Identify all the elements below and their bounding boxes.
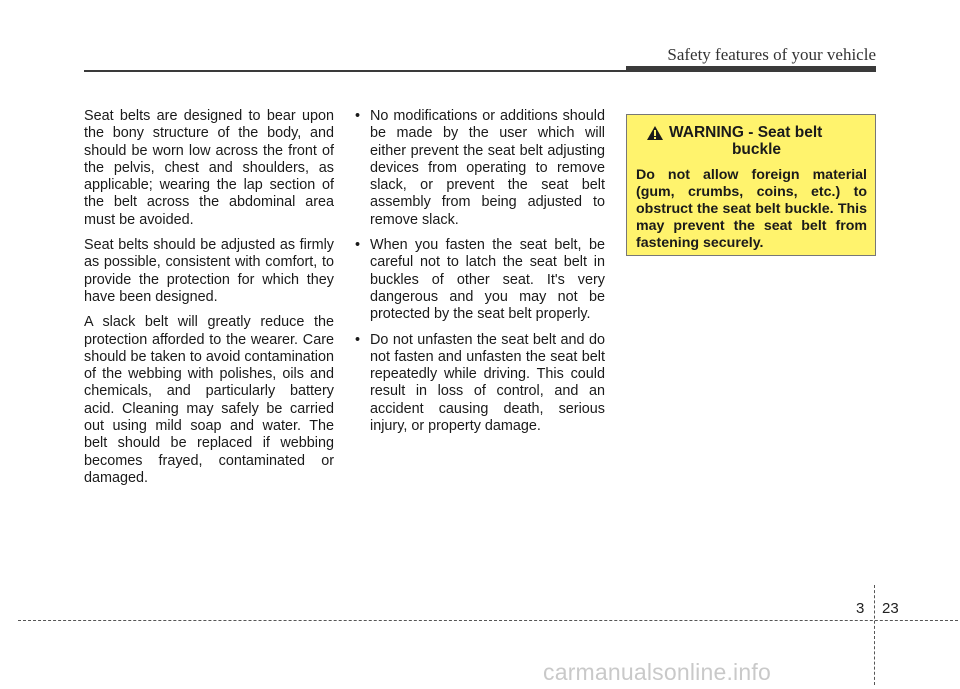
middle-column <box>355 108 605 443</box>
list-item <box>355 237 605 323</box>
list-item-text: When you fasten the seat belt, be careful not to latch the seat belt in buckles of other seat. It's very dangerous and you may not be protected by the seat belt properly. <box>370 237 605 323</box>
warning-title: - Seat belt <box>743 124 823 141</box>
footer-divider <box>874 585 875 685</box>
header-rule-accent <box>626 66 876 72</box>
list-item-text: Do not unfasten the seat belt and do not fasten and unfasten the seat belt repeatedly while driving. This could result in loss of control, and an accident causing death, serious injury, or property damage. <box>370 331 605 435</box>
footer-rule <box>18 620 958 621</box>
left-column <box>84 108 334 495</box>
warning-box <box>626 114 876 256</box>
header-rule <box>84 70 626 72</box>
warning-triangle-icon <box>646 125 664 141</box>
bullet-marker: • <box>355 237 361 254</box>
bullet-list <box>355 108 605 435</box>
paragraph-belt-design: Seat belts are designed to bear upon the bony structure of the body, and should be worn low across the front of the pelvis, chest and shoulders, as applicable; wearing the lap section of the belt across the abdominal area must be avoided. <box>84 108 334 228</box>
warning-title-continued: buckle <box>731 141 782 158</box>
paragraph-slack-belt: A slack belt will greatly reduce the protection afforded to the wearer. Care should be taken to avoid contamination of the webbing with polishes, oils and chemicals, and particularly battery acid. Cleaning may safely be carried out using mild soap and water. The belt should be replaced if webbing becomes frayed, contaminated or damaged. <box>84 314 334 486</box>
bullet-marker: • <box>355 331 361 348</box>
page-number: 23 <box>882 600 899 617</box>
list-item <box>355 332 605 436</box>
list-item <box>355 108 605 229</box>
chapter-number: 3 <box>856 600 865 617</box>
list-item-text: No modifications or additions should be made by the user which will either prevent the seat belt adjusting devices from operating to remove slack, or prevent the seat belt assembly from being adjusted to remove slack. <box>370 108 605 228</box>
bullet-marker: • <box>355 108 361 124</box>
warning-heading <box>646 124 867 158</box>
paragraph-belt-adjustment: Seat belts should be adjusted as firmly as possible, consistent with comfort, to provide the protection for which they have been designed. <box>84 237 334 305</box>
warning-body: Do not allow foreign material (gum, crumbs, coins, etc.) to obstruct the seat belt buckle. This may prevent the seat belt from fastening securely. <box>636 167 867 251</box>
warning-label: WARNING <box>669 124 744 141</box>
header-title: Safety features of your vehicle <box>667 45 876 64</box>
watermark: carmanualsonline.info <box>543 659 771 685</box>
